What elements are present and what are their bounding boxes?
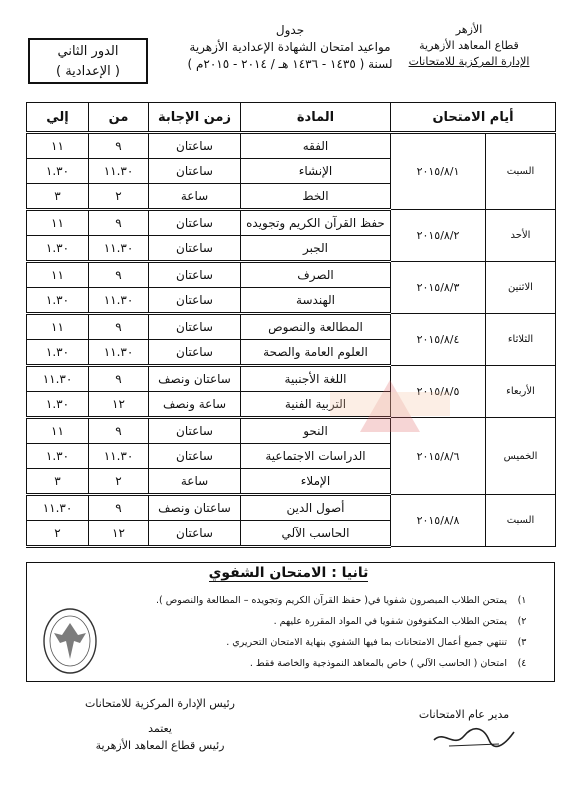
to-cell: ١١ <box>27 418 89 444</box>
from-cell: ١١.٣٠ <box>89 236 149 262</box>
title-line-1: جدول <box>275 23 305 37</box>
to-cell: ١.٣٠ <box>27 340 89 366</box>
subject-cell: التربية الفنية <box>241 392 391 418</box>
header-days: أيام الامتحان <box>391 103 556 133</box>
duration-cell: ساعتان <box>149 133 241 159</box>
table-row <box>27 210 556 236</box>
to-cell: ٢ <box>27 521 89 547</box>
to-cell: ١.٣٠ <box>27 392 89 418</box>
table-row <box>27 314 556 340</box>
header-to: إلي <box>27 103 89 133</box>
central-admin-head-label: رئيس الإدارة المركزية للامتحانات <box>84 697 235 710</box>
from-cell: ٩ <box>89 210 149 236</box>
subject-cell: الصرف <box>241 262 391 288</box>
subject-cell: الجبر <box>241 236 391 262</box>
subject-cell: العلوم العامة والصحة <box>241 340 391 366</box>
approved-label: يعتمد <box>148 722 172 735</box>
date-cell: ٢٠١٥/٨/٣ <box>391 262 486 314</box>
table-row <box>27 366 556 392</box>
from-cell: ٩ <box>89 314 149 340</box>
exam-schedule-table <box>26 102 556 548</box>
to-cell: ١١ <box>27 133 89 159</box>
duration-cell: ساعتان <box>149 210 241 236</box>
list-item <box>27 632 537 653</box>
day-cell: السبت <box>486 133 556 210</box>
signature-block-approval <box>40 695 280 754</box>
duration-cell: ساعة <box>149 469 241 495</box>
round-line-1: الدور الثاني <box>57 44 119 59</box>
list-item <box>27 590 537 611</box>
handwritten-signature <box>429 722 519 752</box>
date-cell: ٢٠١٥/٨/٥ <box>391 366 486 418</box>
to-cell: ١١ <box>27 314 89 340</box>
day-cell: الأربعاء <box>486 366 556 418</box>
duration-cell: ساعتان <box>149 444 241 469</box>
list-item-number: ٣) <box>517 637 527 648</box>
duration-cell: ساعتان <box>149 288 241 314</box>
to-cell: ١.٣٠ <box>27 236 89 262</box>
duration-cell: ساعتان <box>149 159 241 184</box>
duration-cell: ساعتان ونصف <box>149 495 241 521</box>
duration-cell: ساعتان ونصف <box>149 366 241 392</box>
oral-exam-title: ثانيا : الامتحان الشفوي <box>208 565 369 581</box>
general-manager-label: مدير عام الامتحانات <box>418 708 510 721</box>
from-cell: ٩ <box>89 262 149 288</box>
list-item <box>27 611 537 632</box>
duration-cell: ساعتان <box>149 236 241 262</box>
list-item <box>27 653 537 674</box>
duration-cell: ساعتان <box>149 418 241 444</box>
table-row <box>27 133 556 159</box>
duration-cell: ساعتان <box>149 314 241 340</box>
to-cell: ١١.٣٠ <box>27 495 89 521</box>
list-item-text: تنتهي جميع أعمال الامتحانات بما فيها الشفوي بنهاية الامتحان التحريري . <box>226 637 507 648</box>
table-row <box>27 262 556 288</box>
subject-cell: أصول الدين <box>241 495 391 521</box>
list-item-text: يمتحن الطلاب المبصرون شفويا في( حفظ القرآن الكريم وتجويده – المطالعة والنصوص ). <box>156 595 507 606</box>
from-cell: ١٢ <box>89 521 149 547</box>
to-cell: ٣ <box>27 184 89 210</box>
subject-cell: اللغة الأجنبية <box>241 366 391 392</box>
from-cell: ٩ <box>89 366 149 392</box>
title-line-2: مواعيد امتحان الشهادة الإعدادية الأزهرية <box>189 40 391 54</box>
from-cell: ١١.٣٠ <box>89 288 149 314</box>
round-box <box>28 38 148 84</box>
from-cell: ٩ <box>89 418 149 444</box>
from-cell: ٢ <box>89 184 149 210</box>
from-cell: ٩ <box>89 133 149 159</box>
subject-cell: الإنشاء <box>241 159 391 184</box>
to-cell: ١.٣٠ <box>27 444 89 469</box>
subject-cell: الدراسات الاجتماعية <box>241 444 391 469</box>
org-line-azhar: الأزهر <box>455 23 483 36</box>
subject-cell: الفقه <box>241 133 391 159</box>
from-cell: ٢ <box>89 469 149 495</box>
oral-exam-list <box>27 590 537 674</box>
header-subject: المادة <box>241 103 391 133</box>
from-cell: ١١.٣٠ <box>89 159 149 184</box>
to-cell: ١.٣٠ <box>27 288 89 314</box>
duration-cell: ساعتان <box>149 262 241 288</box>
list-item-number: ٤) <box>517 658 527 669</box>
site-logo-watermark <box>320 372 460 442</box>
day-cell: السبت <box>486 495 556 547</box>
subject-cell: الهندسة <box>241 288 391 314</box>
date-cell: ٢٠١٥/٨/٨ <box>391 495 486 547</box>
eagle-seal-icon <box>40 605 100 677</box>
to-cell: ١.٣٠ <box>27 159 89 184</box>
from-cell: ١١.٣٠ <box>89 444 149 469</box>
day-cell: الاثنين <box>486 262 556 314</box>
from-cell: ٩ <box>89 495 149 521</box>
header-duration: زمن الإجابة <box>149 103 241 133</box>
duration-cell: ساعتان <box>149 340 241 366</box>
to-cell: ١١.٣٠ <box>27 366 89 392</box>
table-body <box>27 133 556 547</box>
round-line-2: ( الإعدادية ) <box>55 64 120 79</box>
subject-cell: المطالعة والنصوص <box>241 314 391 340</box>
duration-cell: ساعتان <box>149 521 241 547</box>
subject-cell: حفظ القرآن الكريم وتجويده <box>241 210 391 236</box>
table-row <box>27 418 556 444</box>
title-line-3: لسنة ( ١٤٣٥ - ١٤٣٦ هـ / ٢٠١٤ - ٢٠١٥م ) <box>187 57 393 71</box>
list-item-text: يمتحن الطلاب المكفوفون شفويا في المواد المقررة عليهم . <box>273 616 507 627</box>
subject-cell: النحو <box>241 418 391 444</box>
subject-cell: الخط <box>241 184 391 210</box>
day-cell: الخميس <box>486 418 556 495</box>
date-cell: ٢٠١٥/٨/١ <box>391 133 486 210</box>
subject-cell: الحاسب الآلي <box>241 521 391 547</box>
from-cell: ١٢ <box>89 392 149 418</box>
org-line-sector: قطاع المعاهد الأزهرية <box>419 39 519 52</box>
list-item-number: ١) <box>517 595 527 606</box>
duration-cell: ساعة <box>149 184 241 210</box>
duration-cell: ساعة ونصف <box>149 392 241 418</box>
date-cell: ٢٠١٥/٨/٢ <box>391 210 486 262</box>
date-cell: ٢٠١٥/٨/٤ <box>391 314 486 366</box>
org-line-admin: الإدارة المركزية للامتحانات <box>408 55 530 68</box>
sector-head-label: رئيس قطاع المعاهد الأزهرية <box>95 739 225 752</box>
from-cell: ١١.٣٠ <box>89 340 149 366</box>
list-item-text: امتحان ( الحاسب الآلي ) خاص بالمعاهد النموذجية والخاصة فقط . <box>249 658 507 669</box>
day-cell: الثلاثاء <box>486 314 556 366</box>
document-title <box>150 22 430 73</box>
day-cell: الأحد <box>486 210 556 262</box>
list-item-number: ٢) <box>517 616 527 627</box>
to-cell: ١١ <box>27 210 89 236</box>
subject-cell: الإملاء <box>241 469 391 495</box>
table-row <box>27 495 556 521</box>
date-cell: ٢٠١٥/٨/٦ <box>391 418 486 495</box>
table-header-row <box>27 103 556 133</box>
to-cell: ٣ <box>27 469 89 495</box>
header-from: من <box>89 103 149 133</box>
to-cell: ١١ <box>27 262 89 288</box>
